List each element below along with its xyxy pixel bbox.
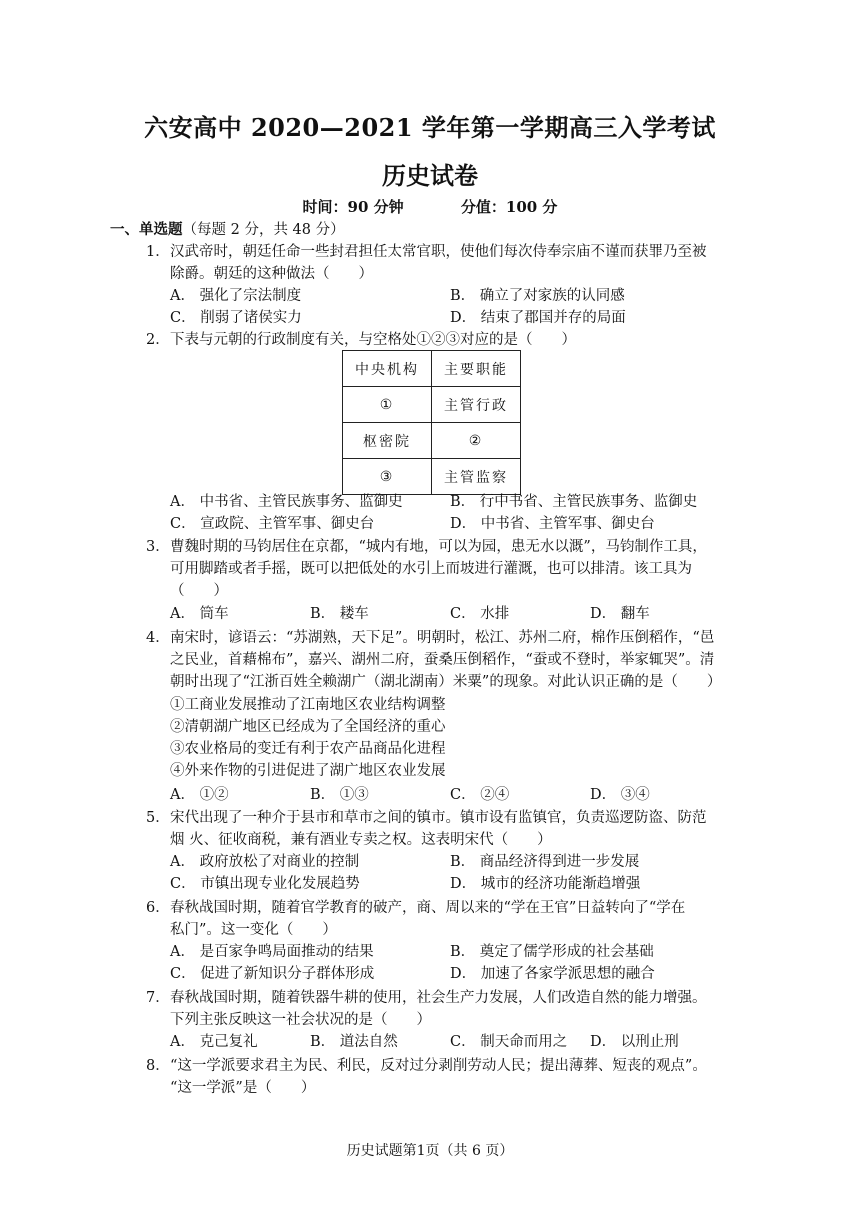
statements: [170, 694, 446, 782]
option-d: D． 翻车: [590, 606, 650, 622]
table-cell: ①: [343, 387, 432, 423]
table-cell: 枢密院: [343, 423, 432, 459]
options-row: [170, 285, 740, 307]
option-c: C． 削弱了诸侯实力: [170, 310, 302, 326]
option-c: C． 水排: [450, 606, 510, 622]
section-heading: [110, 218, 345, 239]
option-a: A． 是百家争鸣局面推动的结果: [170, 944, 374, 960]
question-number: 1．: [146, 244, 170, 260]
page-footer: 历史试题第1页（共 6 页）: [346, 1143, 514, 1159]
option-b: B． 奠定了儒学形成的社会基础: [450, 944, 654, 960]
question-number: 4．: [146, 630, 170, 646]
options-row: [170, 1031, 740, 1053]
statement-3: ③农业格局的变迁有利于农产品商品化进程: [170, 741, 446, 757]
question-line: 除爵。朝廷的这种做法（ ）: [170, 266, 373, 282]
question-line: 私门”。这一变化（ ）: [170, 922, 337, 938]
option-c: C． 制天命而用之: [450, 1034, 568, 1050]
option-a: A． 政府放松了对商业的控制: [170, 854, 360, 870]
question-number: 5．: [146, 810, 170, 826]
question-line: 下表与元朝的行政制度有关，与空格处①②③对应的是（ ）: [170, 332, 576, 348]
yuan-government-table: [342, 350, 521, 495]
table-cell: 主管行政: [432, 387, 521, 423]
option-b: B． 商品经济得到进一步发展: [450, 854, 640, 870]
option-d: D． 城市的经济功能渐趋增强: [450, 876, 641, 892]
question-line: 宋代出现了一种介于县市和草市之间的镇市。镇市设有监镇官，负责巡逻防盗、防范: [170, 810, 707, 826]
table-cell: ③: [343, 459, 432, 495]
options-row: [170, 941, 740, 963]
question-7: [146, 987, 736, 1031]
exam-score: 分值：100 分: [460, 198, 558, 216]
question-2: [146, 329, 736, 351]
option-d: D． 中书省、主管军事、御史台: [450, 516, 655, 532]
option-a: A． ①②: [170, 787, 229, 803]
question-3: [146, 536, 736, 602]
options-row: [170, 491, 740, 513]
question-line: 烟 火、征收商税，兼有酒业专卖之权。这表明宋代（ ）: [170, 832, 552, 848]
exam-meta: [0, 196, 860, 217]
question-line: 曹魏时期的马钧居住在京都，“城内有地，可以为园，患无水以溉”，马钧制作工具，: [170, 539, 707, 555]
table-cell: 主管监察: [432, 459, 521, 495]
option-d: D． ③④: [590, 787, 650, 803]
options-row: [170, 307, 740, 329]
option-a: A． 筒车: [170, 606, 229, 622]
question-6: [146, 897, 736, 941]
option-b: B． 道法自然: [310, 1034, 398, 1050]
statement-1: ①工商业发展推动了江南地区农业结构调整: [170, 697, 446, 713]
option-a: A． 中书省、主管民族事务、监御史: [170, 494, 403, 510]
question-5: [146, 807, 736, 851]
question-number: 6．: [146, 900, 170, 916]
question-line: 朝时出现了“江浙百姓全赖湖广（湖北湖南）米粟”的现象。对此认识正确的是（ ）: [170, 674, 722, 690]
option-d: D． 结束了郡国并存的局面: [450, 310, 626, 326]
question-number: 7．: [146, 990, 170, 1006]
question-8: [146, 1055, 736, 1099]
question-line: 南宋时，谚语云：“苏湖熟，天下足”。明朝时，松江、苏州二府，棉作压倒稻作，“邑: [170, 630, 715, 646]
options-row: [170, 851, 740, 873]
option-c: C． 市镇出现专业化发展趋势: [170, 876, 360, 892]
exam-subtitle: 历史试卷: [382, 161, 478, 190]
option-b: B． 耧车: [310, 606, 369, 622]
exam-time: 时间：90 分钟: [302, 198, 404, 216]
question-number: 8．: [146, 1058, 170, 1074]
option-b: B． 确立了对家族的认同感: [450, 288, 625, 304]
table-header-cell: 中央机构: [343, 351, 432, 387]
question-line: （ ）: [170, 583, 228, 599]
question-number: 3．: [146, 539, 170, 555]
question-number: 2．: [146, 332, 170, 348]
question-line: “这一学派”是（ ）: [170, 1080, 316, 1096]
option-c: C． 促进了新知识分子群体形成: [170, 966, 375, 982]
question-4: [146, 627, 736, 693]
options-row: [170, 784, 740, 806]
option-b: B． 行中书省、主管民族事务、监御史: [450, 494, 698, 510]
question-line: 之民业，首藉棉布”，嘉兴、湖州二府，蚕桑压倒稻作，“蚕或不登时，举家辄哭”。清: [170, 652, 715, 668]
statement-4: ④外来作物的引进促进了湖广地区农业发展: [170, 763, 446, 779]
option-a: A． 强化了宗法制度: [170, 288, 302, 304]
options-row: [170, 603, 740, 625]
options-row: [170, 873, 740, 895]
question-line: 汉武帝时，朝廷任命一些封君担任太常官职，使他们每次侍奉宗庙不谨而获罪乃至被: [170, 244, 707, 260]
option-c: C． ②④: [450, 787, 510, 803]
question-line: “这一学派要求君主为民、利民，反对过分剥削劳动人民；提出薄葬、短丧的观点”。: [170, 1058, 707, 1074]
question-line: 下列主张反映这一社会状况的是（ ）: [170, 1012, 431, 1028]
question-line: 春秋战国时期，随着铁器牛耕的使用，社会生产力发展，人们改造自然的能力增强。: [170, 990, 707, 1006]
options-row: [170, 963, 740, 985]
question-line: 春秋战国时期，随着官学教育的破产，商、周以来的“学在王官”日益转向了“学在: [170, 900, 686, 916]
exam-title: 六安高中 2020—2021 学年第一学期高三入学考试: [144, 113, 716, 142]
option-d: D． 加速了各家学派思想的融合: [450, 966, 655, 982]
options-row: [170, 513, 740, 535]
question-1: [146, 241, 736, 285]
section-title: 一、单选题: [110, 221, 183, 238]
table-header-cell: 主要职能: [432, 351, 521, 387]
section-note: （每题 2 分，共 48 分）: [182, 222, 345, 238]
question-line: 可用脚踏或者手摇，既可以把低处的水引上而坡进行灌溉，也可以排清。该工具为: [170, 561, 692, 577]
option-a: A． 克己复礼: [170, 1034, 258, 1050]
table-cell: ②: [432, 423, 521, 459]
option-c: C． 宣政院、主管军事、御史台: [170, 516, 375, 532]
option-d: D． 以刑止刑: [590, 1034, 679, 1050]
statement-2: ②清朝湖广地区已经成为了全国经济的重心: [170, 719, 446, 735]
option-b: B． ①③: [310, 787, 369, 803]
